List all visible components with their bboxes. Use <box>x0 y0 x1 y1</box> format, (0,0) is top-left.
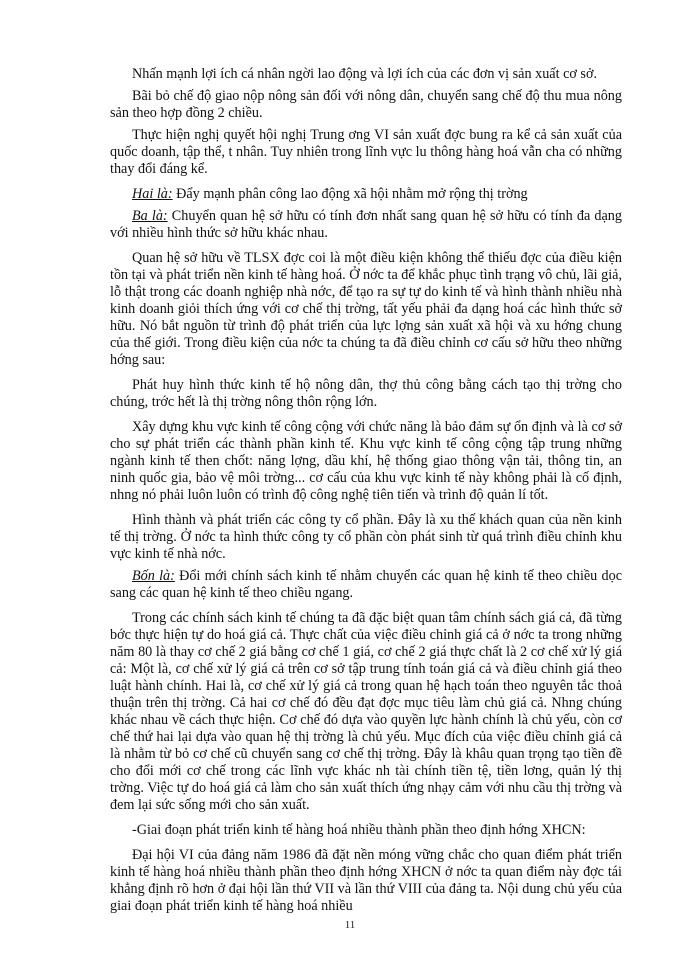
paragraph-2: Bãi bỏ chế độ giao nộp nông sản đối với nông dân, chuyển sang chế độ thu mua nông sản theo hợp đồng 2 chiều. <box>110 88 622 121</box>
paragraph-4-text: Đẩy mạnh phân công lao động xã hội nhằm mở rộng thị trờng <box>172 186 528 202</box>
paragraph-8: Xây dựng khu vực kinh tế công cộng với chức năng là bảo đảm sự ổn định và là cơ sở cho sự phát triển các thành phần kinh tế. Khu vực kinh tế công cộng tập trung những ngành kinh tế then chốt: năng lợng, dầu khí, hệ thống giao thông vận tải, thông tin, an ninh quốc gia, bảo vệ môi trờng... cơ cấu của khu vực kinh tế này không phải là cố định, nhng nó phải luôn luôn có trình độ công nghệ tiên tiến và trình độ quản lí tốt. <box>110 419 622 503</box>
paragraph-10 <box>110 568 622 602</box>
paragraph-5 <box>110 208 622 242</box>
paragraph-13: Đại hội VI của đảng năm 1986 đã đặt nền móng vững chắc cho quan điểm phát triển kinh tế hàng hoá nhiều thành phần theo định hớng XHCN ở nớc ta quan điểm này đợc tái khẳng định rõ hơn ở đại hội lần thứ VII và lần thứ VIII của đảng ta. Nội dung chủ yếu của giai đoạn phát triển kinh tế hàng hoá nhiều <box>110 847 622 914</box>
paragraph-4 <box>110 186 622 203</box>
paragraph-6: Quan hệ sở hữu về TLSX đợc coi là một điều kiện không thể thiếu đợc của điều kiện tồn tại và phát triển nền kinh tế hàng hoá. Ở nớc ta để khắc phục tình trạng vô chủ, lãi giả, lỗ thật trong các doanh nghiệp nhà nớc, để tạo ra sự tự do kinh tế và hình thành nhiều nhà kinh doanh giỏi thích ứng với cơ chế thị trờng, tất yếu phải đa dạng hoá các hình thức sở hữu. Nó bắt nguồn từ trình độ phát triển của lực lợng sản xuất xã hội và xu hớng chung của thế giới. Trong điều kiện của nớc ta chúng ta đã điều chỉnh cơ cấu sở hữu theo những hớng sau: <box>110 250 622 368</box>
paragraph-7: Phát huy hình thức kinh tế hộ nông dân, thợ thủ công bằng cách tạo thị trờng cho chúng, trớc hết là thị trờng nông thôn rộng lớn. <box>110 377 622 410</box>
paragraph-10-text: Đổi mới chính sách kinh tế nhằm chuyển các quan hệ kinh tế theo chiều dọc sang các quan hệ kinh tế theo chiều ngang. <box>110 568 622 601</box>
paragraph-9: Hình thành và phát triển các công ty cổ phần. Đây là xu thế khách quan của nền kinh tế thị trờng. Ở nớc ta hình thức công ty cổ phần còn phát sinh từ quá trình điều chỉnh khu vực kinh tế nhà nớc. <box>110 512 622 562</box>
page-number: 11 <box>344 919 356 931</box>
section-lead-ba-la: Ba là: <box>132 208 168 224</box>
paragraph-12: -Giai đoạn phát triển kinh tế hàng hoá nhiều thành phần theo định hớng XHCN: <box>132 822 586 838</box>
paragraph-1: Nhấn mạnh lợi ích cá nhân ngời lao động và lợi ích của các đơn vị sản xuất cơ sở. <box>132 66 597 82</box>
section-lead-bon-la: Bốn là: <box>132 568 175 584</box>
paragraph-5-text: Chuyển quan hệ sở hữu có tính đơn nhất sang quan hệ sở hữu có tính đa dạng với nhiều hình thức sở hữu khác nhau. <box>110 208 622 241</box>
paragraph-3: Thực hiện nghị quyết hội nghị Trung ơng VI sản xuất đợc bung ra kể cả sản xuất của quốc doanh, tập thể, t nhân. Tuy nhiên trong lĩnh vực lu thông hàng hoá vẫn cha có những thay đổi đáng kể. <box>110 127 622 177</box>
paragraph-11: Trong các chính sách kinh tế chúng ta đã đặc biệt quan tâm chính sách giá cả, đã từng bớc thực hiện tự do hoá giá cả. Thực chất của việc điều chỉnh giá cả ở nớc ta trong những năm 80 là thay cơ chế 2 giá bằng cơ chế 1 giá, cơ chế 2 giá thực chất là 2 cơ chế xử lý giá cả: Một là, cơ chế xử lý giá cả trên cơ sở tập trung tính toán giá cả và điều chỉnh giá theo luật hành chính. Hai là, cơ chế xử lý giá cả trong quan hệ hạch toán theo nguyên tắc thoả thuận trên thị trờng. Cả hai cơ chế đó đều đạt đợc mục tiêu làm chủ giá cả. Nhng chúng khác nhau về cách thực hiện. Cơ chế đó dựa vào quyền lực hành chính là chủ yếu, còn cơ chế thứ hai lại dựa vào quan hệ thị trờng là chủ yếu. Mục đích của việc điều chỉnh giá cả là nhằm từ bỏ cơ chế cũ chuyển sang cơ chế thị trờng. Đây là khâu quan trọng tạo tiền đề cho đổi mới cơ chế trong các lĩnh vực khác nh tài chính tiền tệ, tiền lơng, quản lý thị trờng. Việc tự do hoá giá cả làm cho sản xuất thích ứng nhạy cảm với nhu cầu thị trờng và đem lại sức sống mới cho sản xuất. <box>110 610 622 813</box>
section-lead-hai-la: Hai là: <box>132 186 173 202</box>
